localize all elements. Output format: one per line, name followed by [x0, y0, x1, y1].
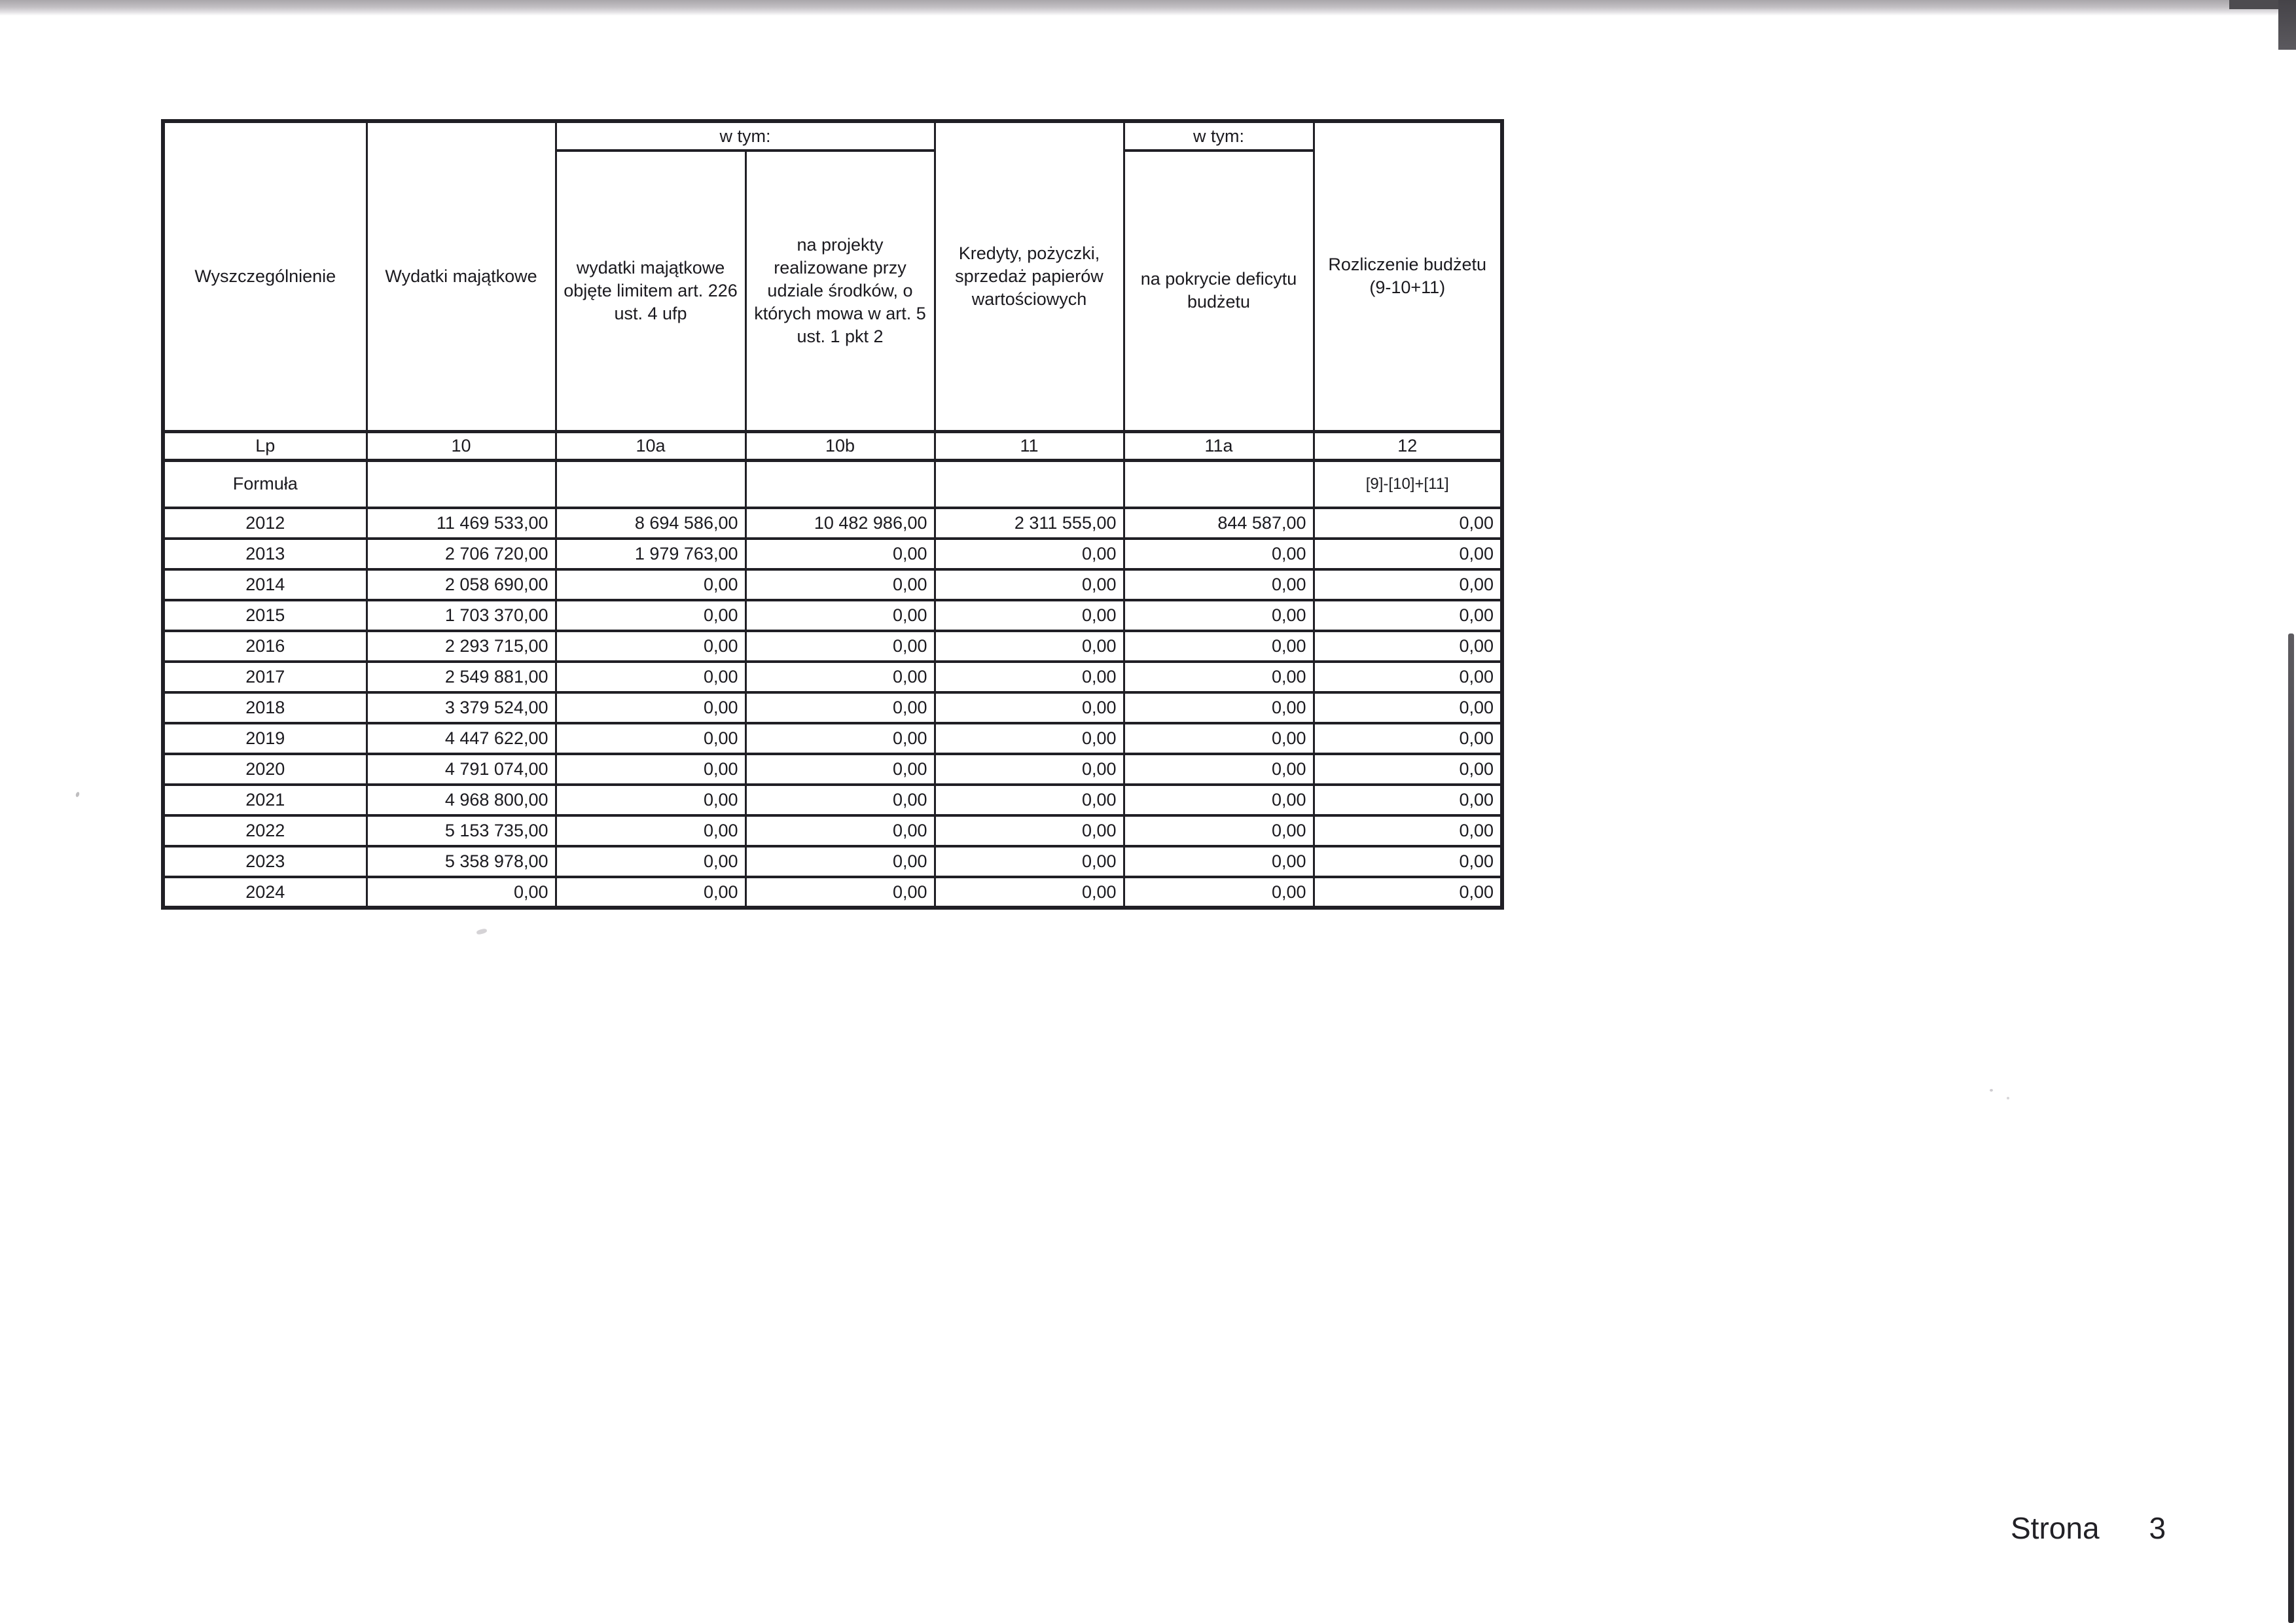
value-cell: 0,00 — [1314, 877, 1502, 908]
value-cell: 8 694 586,00 — [556, 508, 745, 539]
header-kredyty-pozyczki: Kredyty, pożyczki, sprzedaż papierów wartościowych — [935, 121, 1124, 431]
value-cell: 0,00 — [556, 569, 745, 600]
value-cell: 0,00 — [935, 600, 1124, 631]
value-cell: 0,00 — [1314, 815, 1502, 846]
group-header-w-tym-left: w tym: — [556, 121, 935, 151]
value-cell: 0,00 — [1124, 877, 1314, 908]
value-cell: 2 706 720,00 — [367, 539, 556, 569]
value-cell: 4 968 800,00 — [367, 785, 556, 815]
value-cell: 0,00 — [556, 631, 745, 662]
scan-artifact-right-edge-line — [2288, 633, 2294, 1623]
table-row — [163, 723, 1502, 754]
value-cell: 0,00 — [935, 662, 1124, 692]
table-row — [163, 846, 1502, 877]
year-cell: 2013 — [163, 539, 367, 569]
table-row — [163, 569, 1502, 600]
table-row — [163, 600, 1502, 631]
value-cell: 0,00 — [935, 692, 1124, 723]
value-cell: 0,00 — [745, 846, 935, 877]
value-cell: 0,00 — [556, 600, 745, 631]
value-cell: 2 058 690,00 — [367, 569, 556, 600]
value-cell: 0,00 — [1314, 662, 1502, 692]
header-rozliczenie-budzetu: Rozliczenie budżetu (9-10+11) — [1314, 121, 1502, 431]
value-cell: 0,00 — [745, 569, 935, 600]
value-cell: 0,00 — [745, 723, 935, 754]
formula-empty-cell — [367, 460, 556, 508]
col-id-lp: Lp — [163, 431, 367, 460]
scan-speck — [75, 791, 80, 797]
value-cell: 0,00 — [745, 631, 935, 662]
page-number: 3 — [2149, 1511, 2166, 1545]
year-cell: 2022 — [163, 815, 367, 846]
value-cell: 1 703 370,00 — [367, 600, 556, 631]
value-cell: 0,00 — [1124, 754, 1314, 785]
value-cell: 0,00 — [1314, 754, 1502, 785]
value-cell: 0,00 — [745, 877, 935, 908]
value-cell: 0,00 — [935, 569, 1124, 600]
column-id-row — [163, 431, 1502, 460]
header-group-row — [163, 121, 1502, 151]
value-cell: 0,00 — [935, 846, 1124, 877]
value-cell: 5 153 735,00 — [367, 815, 556, 846]
budget-table — [161, 119, 1504, 910]
year-cell: 2017 — [163, 662, 367, 692]
value-cell: 2 311 555,00 — [935, 508, 1124, 539]
value-cell: 4 791 074,00 — [367, 754, 556, 785]
year-cell: 2015 — [163, 600, 367, 631]
value-cell: 0,00 — [367, 877, 556, 908]
scan-artifact-corner-block — [2278, 0, 2296, 50]
formula-empty-cell — [556, 460, 745, 508]
value-cell: 0,00 — [745, 539, 935, 569]
col-id-10a: 10a — [556, 431, 745, 460]
value-cell: 844 587,00 — [1124, 508, 1314, 539]
value-cell: 0,00 — [1124, 539, 1314, 569]
col-id-11a: 11a — [1124, 431, 1314, 460]
table-row — [163, 877, 1502, 908]
value-cell: 0,00 — [1124, 692, 1314, 723]
value-cell: 0,00 — [1314, 569, 1502, 600]
formula-empty-cell — [745, 460, 935, 508]
header-wydatki-limit: wydatki majątkowe objęte limitem art. 226 ust. 4 ufp — [556, 151, 745, 431]
value-cell: 0,00 — [1124, 815, 1314, 846]
year-cell: 2024 — [163, 877, 367, 908]
col-id-10: 10 — [367, 431, 556, 460]
scan-speck — [476, 928, 487, 935]
table-row — [163, 662, 1502, 692]
value-cell: 0,00 — [1314, 539, 1502, 569]
value-cell: 3 379 524,00 — [367, 692, 556, 723]
value-cell: 0,00 — [745, 692, 935, 723]
formula-empty-cell — [935, 460, 1124, 508]
year-cell: 2018 — [163, 692, 367, 723]
value-cell: 0,00 — [1124, 723, 1314, 754]
value-cell: 0,00 — [745, 815, 935, 846]
table-row — [163, 785, 1502, 815]
value-cell: 2 549 881,00 — [367, 662, 556, 692]
table-row — [163, 815, 1502, 846]
year-cell: 2021 — [163, 785, 367, 815]
value-cell: 0,00 — [745, 600, 935, 631]
scan-speck — [1990, 1089, 1993, 1092]
value-cell: 0,00 — [556, 815, 745, 846]
year-cell: 2019 — [163, 723, 367, 754]
value-cell: 0,00 — [1314, 508, 1502, 539]
value-cell: 4 447 622,00 — [367, 723, 556, 754]
value-cell: 1 979 763,00 — [556, 539, 745, 569]
value-cell: 0,00 — [556, 723, 745, 754]
value-cell: 0,00 — [556, 785, 745, 815]
col-id-11: 11 — [935, 431, 1124, 460]
value-cell: 0,00 — [935, 877, 1124, 908]
value-cell: 0,00 — [935, 815, 1124, 846]
value-cell: 0,00 — [1314, 631, 1502, 662]
value-cell: 0,00 — [935, 631, 1124, 662]
page-footer — [2011, 1510, 2166, 1546]
value-cell: 0,00 — [1124, 569, 1314, 600]
value-cell: 0,00 — [745, 785, 935, 815]
value-cell: 0,00 — [1124, 662, 1314, 692]
header-na-projekty: na projekty realizowane przy udziale środków, o których mowa w art. 5 ust. 1 pkt 2 — [745, 151, 935, 431]
scan-artifact-top-band — [0, 0, 2296, 16]
value-cell: 0,00 — [1124, 846, 1314, 877]
year-cell: 2023 — [163, 846, 367, 877]
year-cell: 2014 — [163, 569, 367, 600]
table-row — [163, 692, 1502, 723]
value-cell: 5 358 978,00 — [367, 846, 556, 877]
table-row — [163, 539, 1502, 569]
header-na-pokrycie-deficytu: na pokrycie deficytu budżetu — [1124, 151, 1314, 431]
value-cell: 0,00 — [1314, 785, 1502, 815]
table-row — [163, 754, 1502, 785]
table-row — [163, 508, 1502, 539]
value-cell: 0,00 — [556, 754, 745, 785]
value-cell: 0,00 — [1314, 846, 1502, 877]
value-cell: 2 293 715,00 — [367, 631, 556, 662]
year-cell: 2020 — [163, 754, 367, 785]
year-cell: 2016 — [163, 631, 367, 662]
value-cell: 0,00 — [935, 785, 1124, 815]
value-cell: 0,00 — [1124, 785, 1314, 815]
year-cell: 2012 — [163, 508, 367, 539]
value-cell: 10 482 986,00 — [745, 508, 935, 539]
formula-row — [163, 460, 1502, 508]
header-wydatki-majatkowe: Wydatki majątkowe — [367, 121, 556, 431]
value-cell: 0,00 — [556, 662, 745, 692]
value-cell: 0,00 — [745, 754, 935, 785]
formula-label: Formuła — [163, 460, 367, 508]
value-cell: 0,00 — [556, 846, 745, 877]
table-row — [163, 631, 1502, 662]
value-cell: 0,00 — [556, 692, 745, 723]
formula-expression: [9]-[10]+[11] — [1314, 460, 1502, 508]
col-id-10b: 10b — [745, 431, 935, 460]
value-cell: 0,00 — [935, 754, 1124, 785]
value-cell: 0,00 — [935, 539, 1124, 569]
value-cell: 0,00 — [556, 877, 745, 908]
formula-empty-cell — [1124, 460, 1314, 508]
header-wyszczegolnienie: Wyszczególnienie — [163, 121, 367, 431]
col-id-12: 12 — [1314, 431, 1502, 460]
value-cell: 0,00 — [1314, 723, 1502, 754]
page-footer-label: Strona — [2011, 1511, 2100, 1545]
value-cell: 11 469 533,00 — [367, 508, 556, 539]
scan-speck — [2007, 1097, 2009, 1099]
value-cell: 0,00 — [1314, 600, 1502, 631]
value-cell: 0,00 — [1124, 600, 1314, 631]
group-header-w-tym-right: w tym: — [1124, 121, 1314, 151]
value-cell: 0,00 — [1314, 692, 1502, 723]
value-cell: 0,00 — [745, 662, 935, 692]
table-body — [163, 508, 1502, 908]
value-cell: 0,00 — [935, 723, 1124, 754]
value-cell: 0,00 — [1124, 631, 1314, 662]
